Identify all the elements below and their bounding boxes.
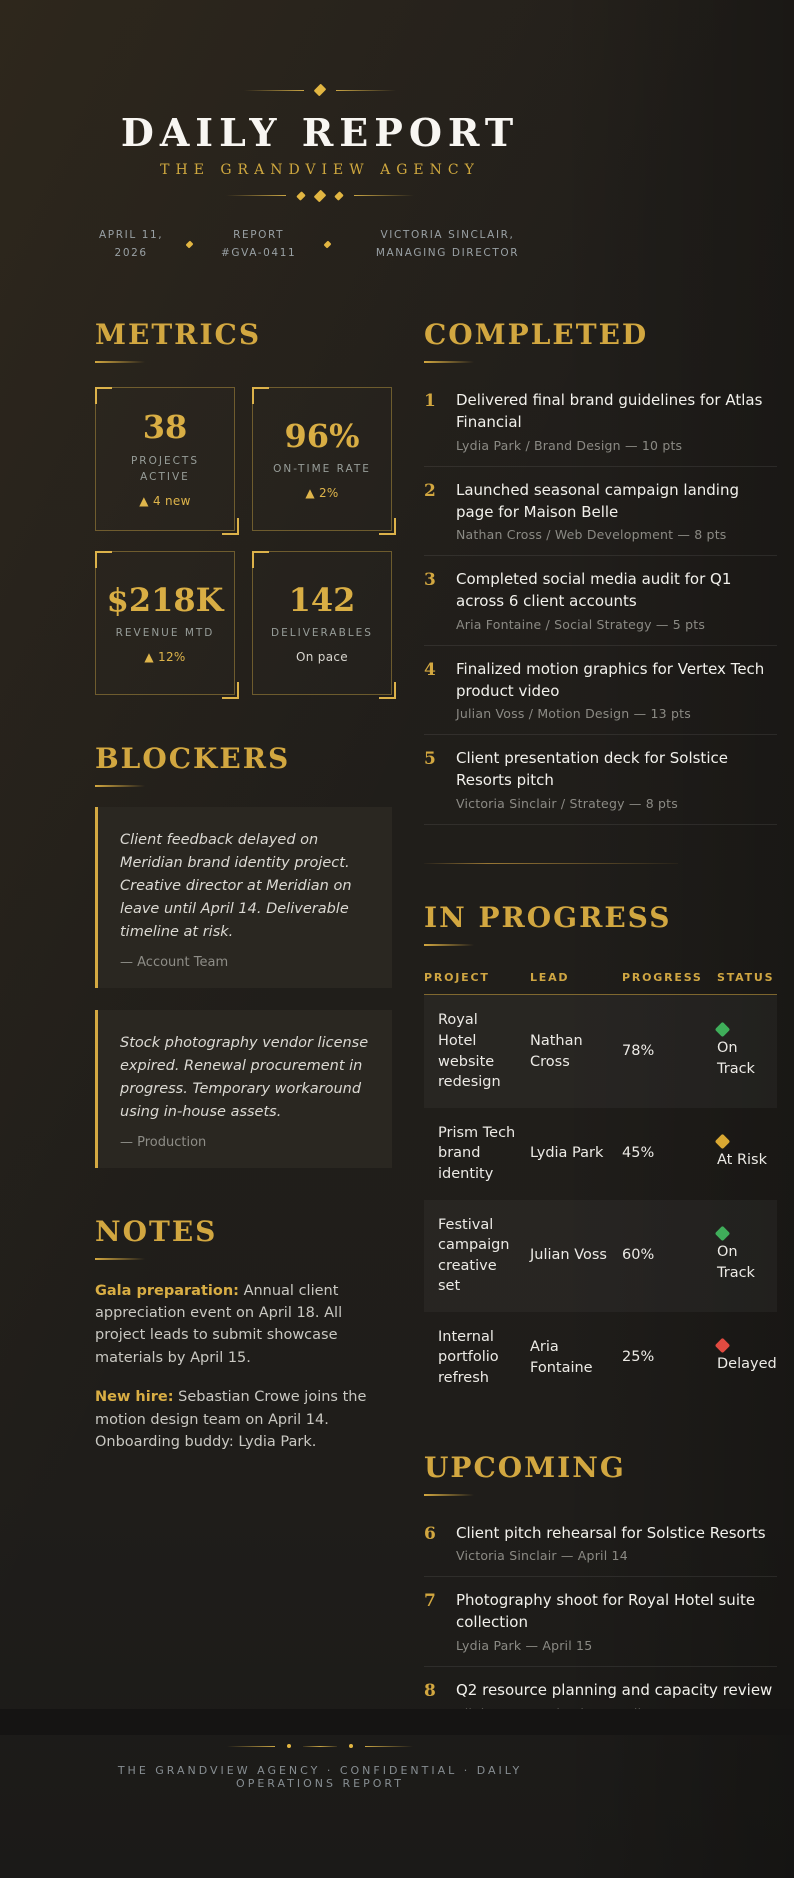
- task-title: Q2 resource planning and capacity review: [456, 1680, 773, 1699]
- table-row: [424, 1108, 777, 1200]
- task-title: Finalized motion graphics for Vertex Tech product video: [456, 659, 765, 700]
- footer-ornament: [95, 1744, 545, 1748]
- completed-item: [424, 646, 777, 736]
- diamond-separator-icon: [324, 241, 332, 249]
- note-item: [95, 1280, 392, 1370]
- metric-label: ON-TIME RATE: [273, 463, 371, 476]
- table-header-cell: LEAD: [530, 970, 570, 984]
- metric-card: [252, 387, 392, 531]
- task-meta: Victoria Sinclair — April 14: [456, 1548, 628, 1564]
- metrics-heading: METRICS: [95, 318, 262, 352]
- task-title: Client pitch rehearsal for Solstice Resorts: [456, 1523, 766, 1542]
- metrics-grid: [95, 387, 392, 695]
- note-text: Sebastian Crowe joins the motion design team on April 14. Onboarding buddy: Lydia Park.: [95, 1389, 367, 1451]
- notes-heading: NOTES: [95, 1214, 218, 1248]
- cell-progress: 60%: [622, 1247, 655, 1264]
- cell-status: [717, 1009, 777, 1094]
- cell-project: Festival campaign creative set: [438, 1216, 510, 1295]
- task-number: 6: [424, 1523, 436, 1544]
- footer-text: THE GRANDVIEW AGENCY · CONFIDENTIAL · DAILY OPERATIONS REPORT: [117, 1764, 523, 1790]
- task-number: 5: [424, 749, 436, 770]
- cell-lead: Julian Voss: [530, 1247, 607, 1264]
- heading-underline: [424, 1494, 474, 1496]
- note-text: Annual client appreciation event on April 18. All project leads to submit showcase materials by April 15.: [95, 1282, 343, 1366]
- blockers-section: [95, 741, 392, 1167]
- metric-delta: ▲ 2%: [305, 485, 339, 500]
- ornament-line: [336, 90, 396, 91]
- upcoming-heading: UPCOMING: [424, 1450, 626, 1484]
- status-diamond-icon: [715, 1022, 731, 1038]
- blockers-list: [95, 807, 392, 1167]
- status-diamond-icon: [715, 1338, 731, 1354]
- status-diamond-icon: [715, 1134, 731, 1150]
- cell-project: Royal Hotel website redesign: [438, 1012, 501, 1091]
- cell-progress: 78%: [622, 1043, 655, 1060]
- cell-project: Internal portfolio refresh: [438, 1328, 499, 1386]
- cell-status: [717, 1213, 777, 1298]
- bottom-band: [0, 1709, 794, 1735]
- ornament-line: [226, 195, 286, 196]
- task-meta: Aria Fontaine / Social Strategy — 5 pts: [456, 616, 706, 632]
- left-column: [95, 317, 392, 1470]
- in-progress-table: [424, 970, 777, 1404]
- task-title: Launched seasonal campaign landing page for Maison Belle: [456, 480, 740, 521]
- metric-value: 142: [288, 580, 356, 619]
- cell-progress: 25%: [622, 1349, 655, 1366]
- upcoming-item: [424, 1577, 777, 1667]
- completed-item: [424, 467, 777, 557]
- meta-author: VICTORIA SINCLAIR, MANAGING DIRECTOR: [375, 228, 520, 260]
- upcoming-section: [424, 1450, 777, 1735]
- note-lead: New hire:: [95, 1389, 174, 1406]
- task-title: Photography shoot for Royal Hotel suite collection: [456, 1591, 756, 1632]
- completed-item: [424, 735, 777, 825]
- diamond-icon: [314, 189, 327, 202]
- cell-lead: Aria Fontaine: [530, 1339, 593, 1376]
- completed-item: [424, 556, 777, 646]
- report-meta-row: [95, 226, 545, 264]
- task-number: 4: [424, 659, 436, 680]
- task-meta: Nathan Cross / Web Development — 8 pts: [456, 527, 727, 543]
- table-header-row: [424, 970, 777, 996]
- blockers-heading: BLOCKERS: [95, 742, 291, 776]
- subtitle-ornament: [95, 192, 545, 200]
- right-column: [424, 317, 777, 1734]
- task-number: 8: [424, 1680, 436, 1701]
- in-progress-section: [424, 900, 777, 1404]
- task-number: 7: [424, 1591, 436, 1612]
- blocker-source: — Production: [120, 1134, 207, 1150]
- cell-lead: Nathan Cross: [530, 1033, 583, 1070]
- task-meta: Julian Voss / Motion Design — 13 pts: [456, 706, 691, 722]
- metric-card: [252, 551, 392, 695]
- ornament-line: [365, 1746, 413, 1747]
- top-ornament: [95, 86, 545, 94]
- content-columns: [95, 317, 777, 1734]
- diamond-icon: [314, 84, 327, 97]
- upcoming-list: [424, 1510, 777, 1735]
- status-label: On Track: [717, 1244, 755, 1281]
- table-header-cell: PROJECT: [424, 970, 490, 984]
- section-divider: [424, 863, 678, 864]
- metric-delta: ▲ 12%: [144, 649, 186, 664]
- completed-heading: COMPLETED: [424, 318, 649, 352]
- metric-label: REVENUE MTD: [115, 627, 215, 640]
- cell-lead: Lydia Park: [530, 1145, 604, 1162]
- cell-status: [717, 1121, 777, 1186]
- metric-label: PROJECTS ACTIVE: [130, 454, 200, 484]
- metric-delta: ▲ 4 new: [139, 494, 191, 509]
- dot-icon: [287, 1744, 291, 1748]
- diamond-separator-icon: [186, 241, 194, 249]
- cell-progress: 45%: [622, 1145, 655, 1162]
- status-label: Delayed: [717, 1356, 777, 1373]
- report-footer: [95, 1744, 545, 1790]
- metric-card: [95, 387, 235, 531]
- notes-section: [95, 1214, 392, 1454]
- page-subtitle: THE GRANDVIEW AGENCY: [160, 161, 480, 178]
- diamond-icon: [334, 191, 344, 201]
- heading-underline: [424, 361, 474, 363]
- meta-date: APRIL 11, 2026: [99, 228, 164, 260]
- blocker-source: — Account Team: [120, 954, 229, 970]
- metric-value: 38: [142, 408, 188, 447]
- completed-list: [424, 377, 777, 825]
- ornament-line: [227, 1746, 275, 1747]
- report-header: [95, 0, 545, 263]
- meta-report-number: REPORT #GVA-0411: [220, 228, 297, 260]
- blocker-card: [95, 807, 392, 988]
- blocker-card: [95, 1010, 392, 1168]
- heading-underline: [95, 1258, 145, 1260]
- metric-value: 96%: [284, 416, 360, 455]
- task-number: 2: [424, 480, 436, 501]
- completed-section: [424, 317, 777, 864]
- completed-item: [424, 377, 777, 467]
- task-number: 1: [424, 391, 436, 412]
- table-row: [424, 1200, 777, 1312]
- ornament-line: [303, 1746, 337, 1747]
- table-row: [424, 1312, 777, 1404]
- status-diamond-icon: [715, 1226, 731, 1242]
- blocker-text: Client feedback delayed on Meridian brand identity project. Creative director at Meridian on leave until April 14. Deliverable timeline at risk.: [120, 832, 352, 940]
- notes-list: [95, 1280, 392, 1454]
- diamond-icon: [296, 191, 306, 201]
- task-number: 3: [424, 570, 436, 591]
- metric-label: DELIVERABLES: [271, 627, 373, 640]
- metric-value: $218K: [106, 580, 224, 619]
- heading-underline: [95, 785, 145, 787]
- status-label: On Track: [717, 1040, 755, 1077]
- status-label: At Risk: [717, 1152, 768, 1169]
- note-lead: Gala preparation:: [95, 1282, 239, 1299]
- cell-status: [717, 1325, 787, 1390]
- metric-card: [95, 551, 235, 695]
- dot-icon: [349, 1744, 353, 1748]
- task-meta: Lydia Park / Brand Design — 10 pts: [456, 437, 683, 453]
- table-body: [424, 995, 777, 1403]
- table-row: [424, 995, 777, 1107]
- task-title: Delivered final brand guidelines for Atlas Financial: [456, 391, 763, 432]
- task-meta: Victoria Sinclair / Strategy — 8 pts: [456, 795, 679, 811]
- in-progress-heading: IN PROGRESS: [424, 900, 672, 934]
- upcoming-item: [424, 1510, 777, 1578]
- page-title: DAILY REPORT: [120, 110, 520, 155]
- metrics-section: [95, 317, 392, 695]
- metric-delta: On pace: [296, 649, 348, 664]
- ornament-line: [244, 90, 304, 91]
- heading-underline: [424, 944, 474, 946]
- cell-project: Prism Tech brand identity: [438, 1124, 516, 1182]
- table-header-cell: PROGRESS: [622, 970, 703, 984]
- note-item: [95, 1386, 392, 1453]
- task-title: Completed social media audit for Q1 across 6 client accounts: [456, 570, 732, 611]
- blocker-text: Stock photography vendor license expired. Renewal procurement in progress. Temporary workaround using in-house assets.: [120, 1034, 369, 1120]
- table-header-cell: STATUS: [717, 970, 775, 984]
- task-title: Client presentation deck for Solstice Resorts pitch: [456, 749, 728, 790]
- task-meta: Lydia Park — April 15: [456, 1637, 593, 1653]
- heading-underline: [95, 361, 145, 363]
- ornament-line: [354, 195, 414, 196]
